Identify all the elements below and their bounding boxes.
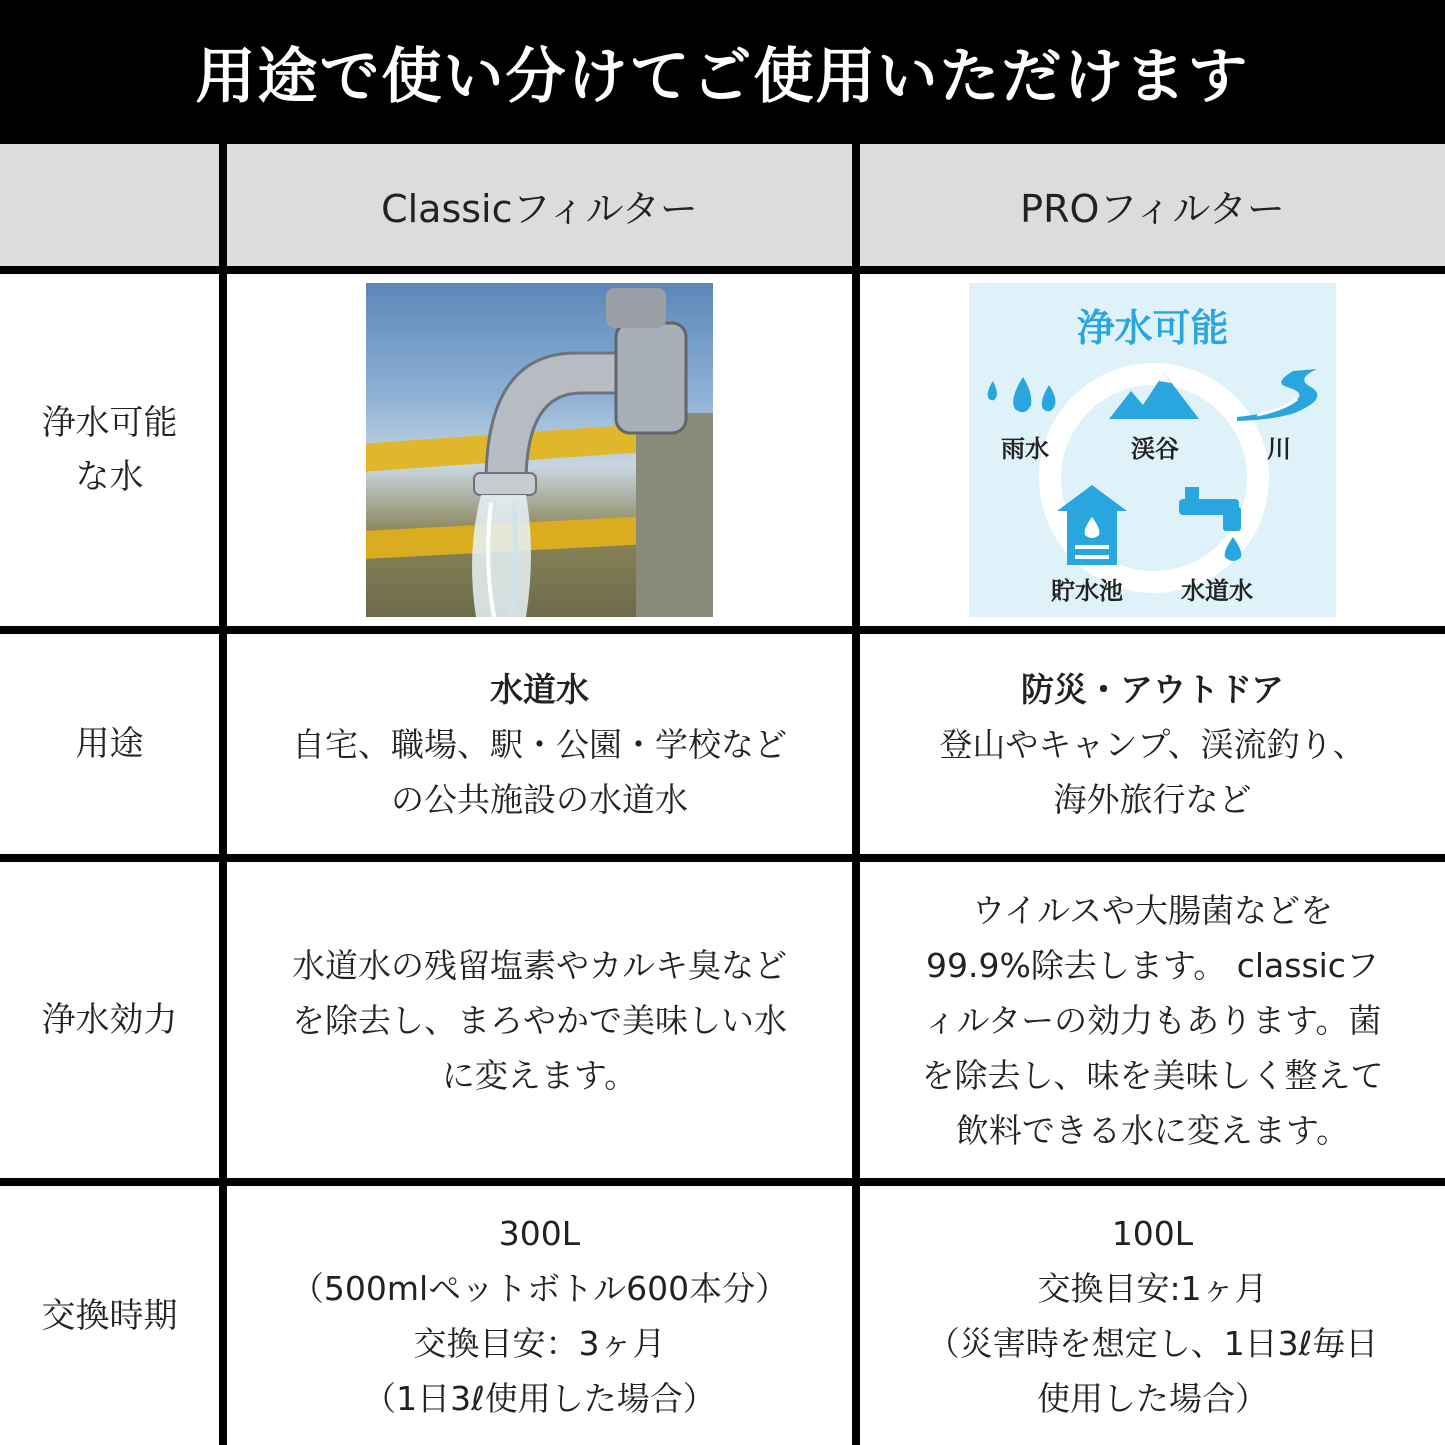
pro-effect-line: ウイルスや大腸菌などを: [971, 890, 1334, 930]
classic-exchange-line: 交換目安：3ヶ月: [413, 1323, 666, 1363]
comparison-table: [0, 144, 1445, 1445]
classic-exchange-line: （1日3ℓ使用した場合）: [363, 1378, 716, 1418]
row-label-effect-text: 浄水効力: [41, 1000, 178, 1040]
row-label-usage: [0, 634, 219, 854]
row-label-water-line1: 浄水可能: [41, 403, 178, 443]
rain-icon: [981, 371, 1061, 421]
pro-usage-line: 登山やキャンプ、渓流釣り、: [939, 724, 1366, 764]
row-label-effect: [0, 862, 219, 1178]
classic-usage-line: の公共施設の水道水: [391, 779, 688, 819]
classic-exchange-cell: [227, 1186, 852, 1445]
classic-usage-cell: [227, 634, 852, 854]
header-classic: [227, 144, 852, 266]
pro-exchange-line: 使用した場合）: [1037, 1378, 1268, 1418]
classic-exchange-line: 300L: [498, 1213, 581, 1253]
pro-effect-line: を除去し、味を美味しく整えて: [921, 1055, 1384, 1095]
water-graphic-title: 浄水可能: [1076, 306, 1229, 350]
title-banner: [0, 0, 1445, 144]
pro-effect-line: ィルターの効力もあります。菌: [923, 1000, 1382, 1040]
classic-effect-line: 水道水の残留塩素やカルキ臭など: [292, 945, 787, 985]
pro-usage-title: 防災・アウトドア: [1020, 669, 1284, 709]
row-label-exchange: [0, 1186, 219, 1445]
water-item-rain: 雨水: [1001, 435, 1049, 463]
water-item-reservoir: 貯水池: [1051, 577, 1123, 605]
classic-image-cell: [227, 274, 852, 626]
classic-usage-title: 水道水: [490, 669, 589, 709]
water-item-river: 川: [1267, 435, 1291, 463]
pro-water-sources-cell: [860, 274, 1445, 626]
pro-effect-line: 飲料できる水に変えます。: [955, 1110, 1350, 1150]
pro-effect-line: 99.9%除去します。 classicフ: [926, 945, 1379, 985]
faucet-photo: [366, 283, 713, 617]
classic-effect-line: に変えます。: [441, 1055, 638, 1095]
classic-usage-line: 自宅、職場、駅・公園・学校など: [292, 724, 787, 764]
pro-exchange-line: 100L: [1111, 1213, 1194, 1253]
pro-exchange-cell: [860, 1186, 1445, 1445]
pro-effect-cell: [860, 862, 1445, 1178]
water-item-tap: 水道水: [1181, 577, 1253, 605]
tap-water-icon: [1179, 485, 1251, 567]
water-item-valley: 渓谷: [1131, 435, 1179, 463]
header-empty-cell: [0, 144, 219, 266]
row-label-water-line2: な水: [75, 457, 144, 497]
river-icon: [1237, 365, 1319, 421]
pro-exchange-line: 交換目安:1ヶ月: [1037, 1268, 1268, 1308]
row-label-water: [0, 274, 219, 626]
header-pro: [860, 144, 1445, 266]
classic-exchange-line: （500mlペットボトル600本分）: [290, 1268, 789, 1308]
header-classic-label: Classicフィルター: [381, 186, 698, 231]
row-label-exchange-text: 交換時期: [41, 1295, 178, 1336]
row-label-usage-text: 用途: [75, 724, 144, 764]
classic-effect-line: を除去し、まろやかで美味しい水: [292, 1000, 787, 1040]
page-title: 用途で使い分けてご使用いただけます: [195, 42, 1250, 112]
header-pro-label: PROフィルター: [1020, 186, 1285, 231]
water-sources-graphic: [969, 283, 1336, 617]
pro-usage-line: 海外旅行など: [1053, 779, 1252, 819]
pro-exchange-line: （災害時を想定し、1日3ℓ毎日: [926, 1323, 1379, 1363]
classic-effect-cell: [227, 862, 852, 1178]
pro-usage-cell: [860, 634, 1445, 854]
reservoir-icon: [1057, 485, 1127, 565]
mountain-icon: [1109, 369, 1199, 421]
